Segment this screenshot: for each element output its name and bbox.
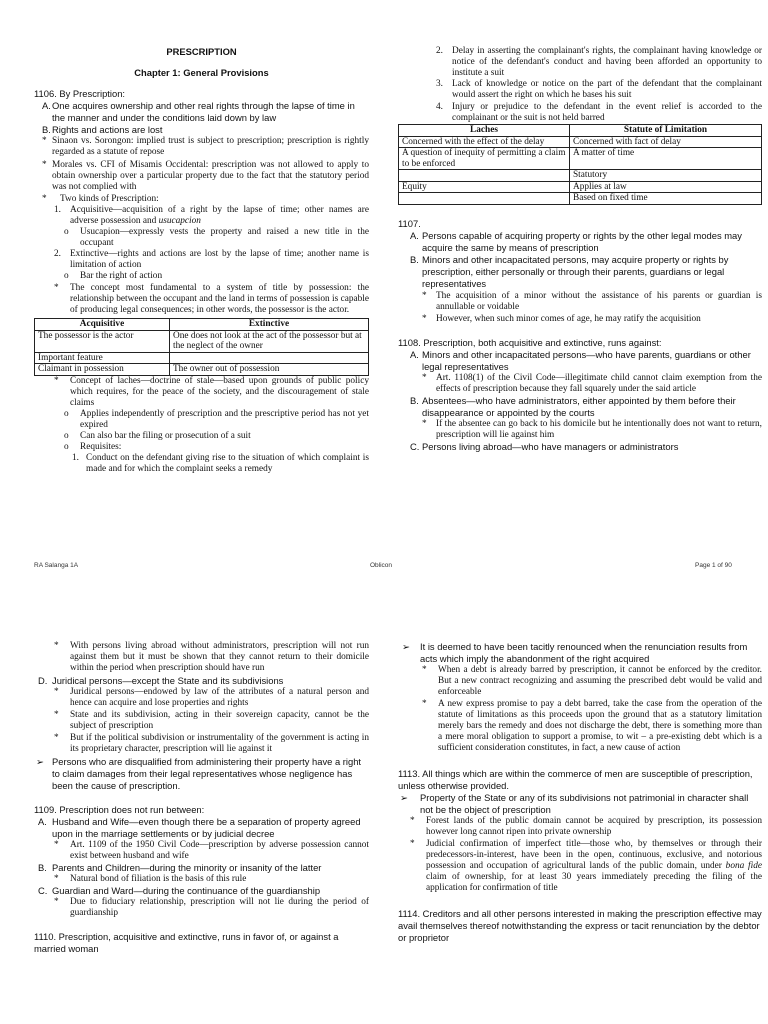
bullet-item: * But if the political subdivision or instrumentality of the government is acting in its proprietary character, prescription will lie against it: [54, 733, 369, 754]
bullet-item: * Natural bond of filiation is the basis of this rule: [54, 874, 247, 884]
page-1-left-column: [34, 0, 369, 475]
page-separator: [0, 586, 768, 606]
list-item: B. Minors and other incapacitated persons, may acquire property or rights by prescription, either personally or through their parents, guardians or legal representatives: [410, 253, 729, 289]
article-1113-heading: 1113. All things which are within the commerce of men are susceptible of prescription, unless otherwise provided.: [398, 768, 753, 791]
list-item: 2. Extinctive—rights and actions are lost by the lapse of time; another name is limitation of action: [54, 249, 369, 270]
list-item: A. Husband and Wife—even though there be a separation of property agreed upon in the marriage settlements or by judicial decree: [38, 816, 361, 839]
article-1107-heading: 1107.: [398, 217, 421, 229]
table-header: Statute of Limitation: [570, 125, 762, 137]
laches-statute-table: [398, 124, 762, 205]
table-row: Concerned with the effect of the delay Concerned with fact of delay: [399, 136, 762, 148]
article-1106-heading: 1106. By Prescription:: [34, 88, 126, 99]
table-row: The possessor is the actor One does not look at the act of the possessor but at the neglect of the owner: [35, 330, 369, 352]
footer-subject: Oblicon: [370, 562, 393, 569]
bullet-item: * Concept of laches—doctrine of stale—based upon grounds of public policy which requires, for the peace of the society, and the discouragement of stale claims: [54, 375, 369, 408]
article-1109-heading: 1109. Prescription does not run between:: [34, 804, 205, 815]
list-item: B. Rights and actions are lost: [42, 124, 163, 135]
bullet-item: * Forest lands of the public domain cannot be acquired by prescription, its possession however long cannot ripen into private ownership: [410, 816, 762, 837]
article-1108-heading: 1108. Prescription, both acquisitive and extinctive, runs against:: [398, 336, 662, 348]
bullet-item: * Juridical persons—endowed by law of the attributes of a natural person and hence can acquire and lose properties and rights: [54, 687, 369, 708]
bullet-item: * Art. 1108(1) of the Civil Code—illegitimate child cannot claim exemption from the effects of prescription because they fall squarely under the said article: [422, 372, 762, 394]
list-item: 4. Injury or prejudice to the defendant in the event relief is accorded to the complainant or the suit is not held barred: [436, 102, 762, 123]
page-2-left-column: [34, 606, 369, 955]
table-row: Claimant in possession The owner out of possession: [35, 364, 369, 376]
chapter-heading: Chapter 1: General Provisions: [134, 67, 269, 78]
table-header: Extinctive: [170, 319, 369, 331]
table-header: Laches: [399, 125, 570, 137]
page-1-right-column: [398, 0, 762, 453]
table-row: Equity Applies at law: [399, 181, 762, 193]
footer-page-number: Page 1 of 90: [695, 562, 732, 569]
sub-item: o Can also bar the filing or prosecution of a suit: [64, 430, 251, 441]
list-item: C. Guardian and Ward—during the continuance of the guardianship: [38, 885, 321, 896]
arrow-item: ➢ Property of the State or any of its subdivisions not patrimonial in character shall not be the object of prescription: [400, 792, 749, 815]
bullet-item: * State and its subdivision, acting in their sovereign capacity, cannot be the subject of prescription: [54, 710, 369, 731]
sub-item: o Applies independently of prescription and the prescriptive period has not yet expired: [64, 408, 369, 430]
bullet-item: * When a debt is already barred by prescription, it cannot be enforced by the creditor. But a new contract recognizing and assuming the prescribed debt would be valid and enforceable: [422, 665, 762, 697]
page-2-right-column: [398, 606, 762, 944]
arrow-item: ➢ Persons who are disqualified from administering their property have a right to claim damages from their legal representatives whose negligence has been the cause of prescription.: [36, 756, 362, 791]
list-item: B. Absentees—who have administrators, either appointed by them before their disappearance or appointed by the courts: [410, 394, 736, 418]
sub-item: o Requisites:: [64, 441, 122, 452]
list-item: 1. Acquisitive—acquisition of a right by the lapse of time; other names are adverse possession and usucapcion: [54, 205, 369, 226]
list-item: B. Parents and Children—during the minority or insanity of the latter: [38, 862, 322, 873]
list-item: 2. Delay in asserting the complainant's rights, the complainant having knowledge or notice of the defendant's conduct and having been afforded an opportunity to institute a suit: [436, 46, 762, 78]
table-header: Acquisitive: [35, 319, 170, 331]
bullet-item: * A new express promise to pay a debt barred, take the case from the operation of the statute of limitations as this proceeds upon the ground that as a statutory limitation merely bars the remedy and does not discharge the debt, there is something more than a mere moral obligation to support a promise, to wit – a pre-existing debt which is a sufficient consideration constitutes, in fact, a new cause of action: [422, 699, 762, 753]
bullet-item: * Art. 1109 of the 1950 Civil Code—prescription by adverse possession cannot exist between husband and wife: [54, 840, 369, 861]
article-1110-heading: 1110. Prescription, acquisitive and extinctive, runs in favor of, or against a married woman: [34, 931, 339, 954]
table-row: Statutory: [399, 170, 762, 182]
bullet-item: * However, when such minor comes of age, he may ratify the acquisition: [422, 313, 701, 324]
sub-item: o Usucapion—expressly vests the property and raised a new title in the occupant: [64, 227, 369, 248]
bullet-item: * The concept most fundamental to a system of title by possession: the relationship between the occupant and the land in terms of possession is capable of producing legal consequences; in other words, the possessor is the actor.: [54, 283, 369, 315]
document-title: PRESCRIPTION: [166, 46, 237, 57]
page-2: [0, 606, 768, 1024]
bullet-item: * Sinaon vs. Sorongon: implied trust is subject to prescription; prescription is rightly regarded as a statute of repose: [42, 136, 369, 157]
table-row: Important feature: [35, 352, 369, 364]
list-item: A. Minors and other incapacitated persons—who have parents, guardians or other legal representatives: [410, 348, 751, 372]
bullet-item: * Two kinds of Prescription:: [42, 194, 159, 204]
list-item: C. Persons living abroad—who have managers or administrators: [410, 440, 679, 452]
bullet-item: * With persons living abroad without administrators, prescription will not run against them but it must be shown that they cannot return to their domicile within the period when prescription should have run: [54, 641, 369, 673]
footer-author: RA Salanga 1A: [34, 562, 79, 569]
list-item: A. Persons capable of acquiring property or rights by the other legal modes may acquire the same by means of prescription: [410, 229, 742, 253]
article-1114-heading: 1114. Creditors and all other persons interested in making the prescription effective may avail themselves thereof notwithstanding the express or tacit renunciation by the debtor or proprietor: [398, 908, 762, 943]
arrow-item: ➢ It is deemed to have been tacitly renounced when the renunciation results from acts which imply the abandonment of the right acquired: [402, 641, 748, 664]
list-item: D. Juridical persons—except the State and its subdivisions: [38, 675, 284, 686]
bullet-item: * Morales vs. CFI of Misamis Occidental: prescription was not allowed to apply to obtain ownership over a particular property due to the fact that the statutory period was not complied with: [42, 160, 369, 192]
acquisitive-extinctive-table: [34, 318, 369, 376]
table-row: Based on fixed time: [399, 193, 762, 205]
sub-item: o Bar the right of action: [64, 271, 163, 281]
bullet-item: * The acquisition of a minor without the assistance of his parents or guardian is annullable or voidable: [422, 290, 762, 312]
list-item: A. One acquires ownership and other real rights through the lapse of time in the manner and under the conditions laid down by law: [42, 100, 355, 123]
table-row: A question of inequity of permitting a claim to be enforced A matter of time: [399, 148, 762, 170]
bullet-item: * Judicial confirmation of imperfect title—those who, by themselves or through their predecessors-in-interest, have been in the open, continuous, exclusive, and notorious possession and occupation of agricultural lands of the public domain, under bona fide claim of ownership, for at least 30 years immediately preceding the filing of the application for confirmation of title: [410, 839, 763, 893]
bullet-item: * If the absentee can go back to his domicile but he intentionally does not want to return, prescription will lie against him: [422, 418, 762, 440]
list-item: 3. Lack of knowledge or notice on the part of the defendant that the complainant would assert the right on which he bases his suit: [436, 79, 762, 100]
list-item: 1. Conduct on the defendant giving rise to the situation of which complaint is made and for which the complaint seeks a remedy: [72, 452, 369, 474]
bullet-item: * Due to fiduciary relationship, prescription will not lie during the period of guardianship: [54, 897, 369, 918]
